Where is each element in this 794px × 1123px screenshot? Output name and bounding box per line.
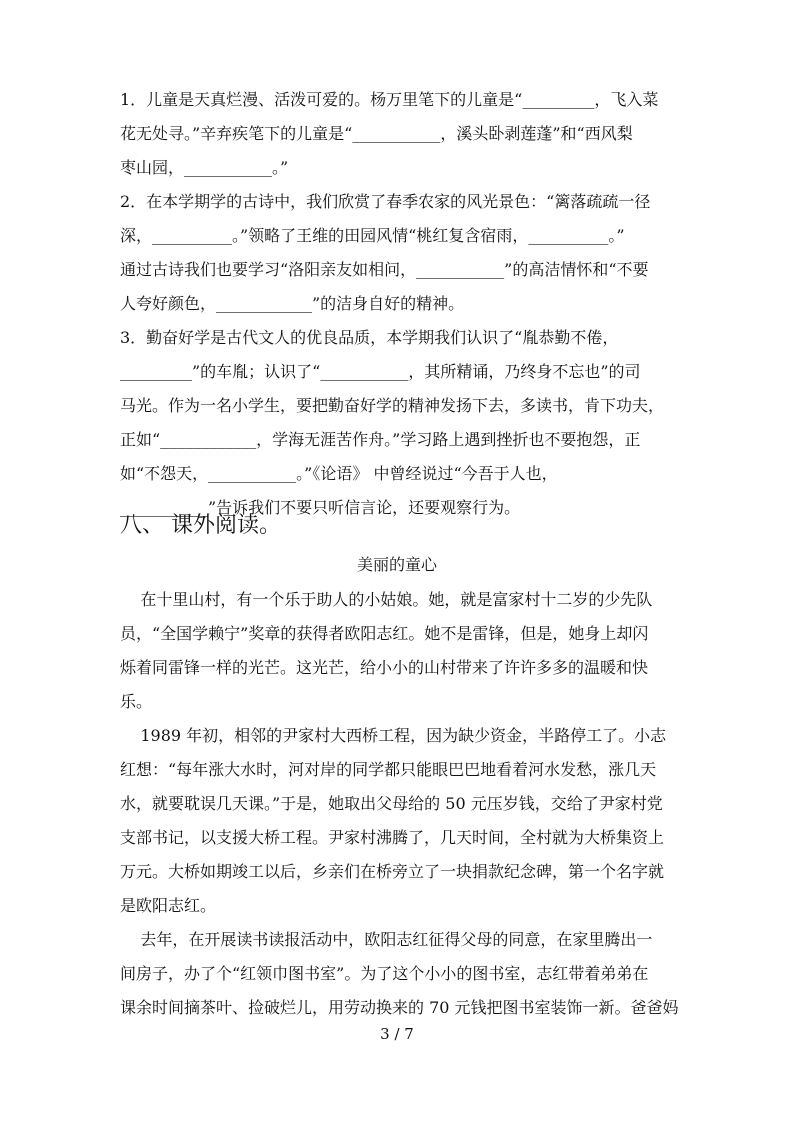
text-line: 人夸好颜色，____________”的洁身自好的精神。 [120, 294, 465, 313]
text-line: _________”的车胤；认识了“___________，其所精诵，乃终身不忘也”的司 [120, 362, 641, 381]
passage-line: 烁着同雷锋一样的光芒。这光芒，给小小的山村带来了许许多多的温暖和快 [120, 658, 649, 677]
passage-line: 在十里山村，有一个乐于助人的小姑娘。她，就是富家村十二岁的少先队 [120, 590, 653, 609]
passage-line: 员，“全国学赖宁”奖章的获得者欧阳志红。她不是雷锋，但是，她身上却闪 [120, 624, 649, 643]
text-line: 通过古诗我们也要学习“洛阳亲友如相问，___________”的高洁情怀和“不要 [120, 260, 649, 279]
passage-line: 去年，在开展读书读报活动中，欧阳志红征得父母的同意，在家里腾出一 [120, 930, 653, 949]
passage-line: 水，就要耽误几天课。”于是，她取出父母给的 50 元压岁钱，交给了尹家村党 [120, 794, 663, 813]
passage-title: 美丽的童心 [356, 555, 437, 574]
text-line: 如“不怨天，___________。”《论语》 中曾经说过“今吾于人也， [120, 464, 558, 483]
text-line: 花无处寻。”辛弃疾笔下的儿童是“___________，溪头卧剥莲蓬”和“西风梨 [120, 124, 633, 143]
text-line: 枣山园，___________。” [120, 158, 289, 177]
section-heading: 八、 课外阅读。 [120, 513, 281, 538]
text-line: 1．儿童是天真烂漫、活泼可爱的。杨万里笔下的儿童是“_________，飞入菜 [120, 90, 659, 109]
text-line: 2．在本学期学的古诗中，我们欣赏了春季农家的风光景色：“篱落疏疏一径 [120, 192, 651, 211]
text-line: 3．勤奋好学是古代文人的优良品质，本学期我们认识了“胤恭勤不倦， [120, 328, 619, 347]
passage-line: 万元。大桥如期竣工以后，乡亲们在桥旁立了一块捐款纪念碑，第一个名字就 [120, 862, 665, 881]
passage-line: 1989 年初，相邻的尹家村大西桥工程，因为缺少资金，半路停工了。小志 [120, 726, 667, 745]
passage-line: 支部书记，以支援大桥工程。尹家村沸腾了，几天时间，全村就为大桥集资上 [120, 828, 665, 847]
text-line: 马光。作为一名小学生，要把勤奋好学的精神发扬下去，多读书，肯下功夫， [120, 396, 665, 415]
page-number: 3 / 7 [380, 1025, 414, 1043]
passage-line: 是欧阳志红。 [120, 896, 217, 915]
passage-line: 乐。 [120, 692, 153, 711]
passage-line: 课余时间摘茶叶、捡破烂儿，用劳动换来的 70 元钱把图书室装饰一新。爸爸妈 [120, 998, 679, 1017]
text-line: ___________”告诉我们不要只听信言论，还要观察行为。 [120, 498, 521, 517]
text-line: 正如“____________，学海无涯苦作舟。”学习路上遇到挫折也不要抱怨，正 [120, 430, 641, 449]
passage-line: 红想：“每年涨大水时，河对岸的同学都只能眼巴巴地看着河水发愁，涨几天 [120, 760, 657, 779]
passage-line: 间房子，办了个“红领巾图书室”。为了这个小小的图书室，志红带着弟弟在 [120, 964, 649, 983]
text-line: 深，__________。”领略了王维的田园风情“桃红复含宿雨，__________。” [120, 226, 625, 245]
